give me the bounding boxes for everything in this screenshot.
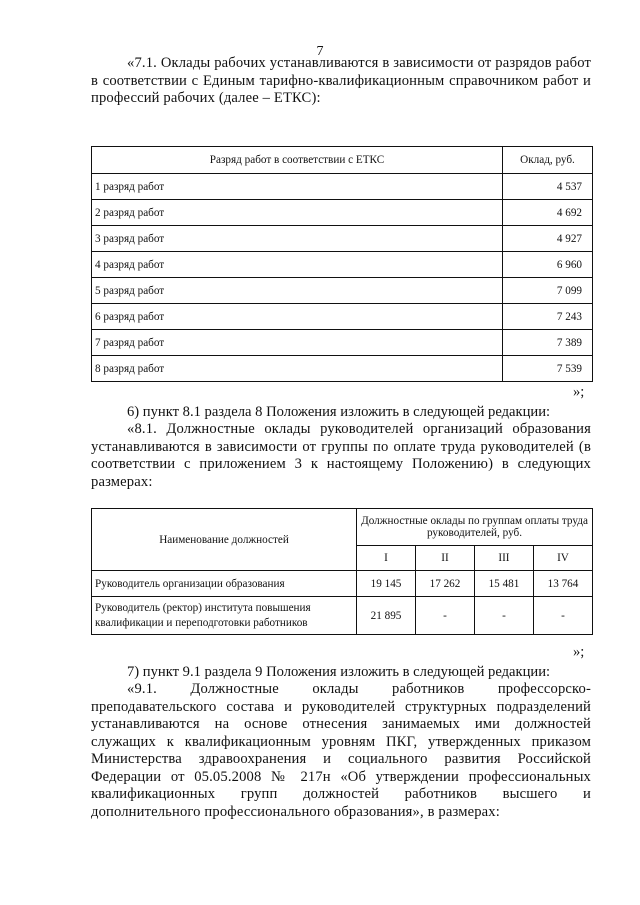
table-manager-salaries [91,508,593,635]
closing-quote-mark: »; [573,384,585,400]
column-header-position: Наименование должностей [92,509,357,571]
item-7-text: 7) пункт 9.1 раздела 9 Положения изложить в следующей редакции: [127,664,551,680]
group-header-cell: II [415,546,474,571]
table-header-row [92,147,593,174]
table-row [92,252,593,278]
closing-quote-mark: »; [573,644,585,660]
table-row [92,200,593,226]
position-cell-line: квалификации и переподготовки работников [95,616,308,629]
salary-cell: 7 389 [503,330,593,356]
table-row [92,330,593,356]
salary-cell: 21 895 [357,597,416,635]
salary-cell: 6 960 [503,252,593,278]
group-header-cell: I [357,546,416,571]
page-number: 7 [316,44,324,59]
column-header-salary: Оклад, руб. [503,147,593,174]
grade-cell: 8 разряд работ [92,356,503,382]
position-cell: Руководитель организации образования [92,571,357,597]
salary-cell: 4 927 [503,226,593,252]
salary-cell: 7 099 [503,278,593,304]
table-row [92,304,593,330]
salary-cell: 4 692 [503,200,593,226]
position-cell [92,597,357,635]
table-row [92,356,593,382]
salary-cell: 7 539 [503,356,593,382]
salary-cell: 4 537 [503,174,593,200]
salary-cell: 17 262 [415,571,474,597]
salary-cell: - [533,597,592,635]
table-row [92,174,593,200]
column-header-grade: Разряд работ в соответствии с ЕТКС [92,147,503,174]
table-row [92,226,593,252]
grade-cell: 6 разряд работ [92,304,503,330]
column-header-groups: Должностные оклады по группам оплаты труда руководителей, руб. [357,509,593,546]
salary-cell: 7 243 [503,304,593,330]
grade-cell: 5 разряд работ [92,278,503,304]
table-row [92,571,593,597]
table-row [92,278,593,304]
grade-cell: 2 разряд работ [92,200,503,226]
paragraph-8-1: «8.1. Должностные оклады руководителей организаций образования устанавливаются в зависимости от группы по оплате труда руководителей (в соответствии с приложением 3 к настоящему Положению) в следующих размерах: [91,421,591,490]
salary-cell: - [415,597,474,635]
table-header-row [92,509,593,546]
item-6-text: 6) пункт 8.1 раздела 8 Положения изложить в следующей редакции: [127,404,551,420]
salary-cell: - [474,597,533,635]
salary-cell: 15 481 [474,571,533,597]
grade-cell: 7 разряд работ [92,330,503,356]
grade-cell: 4 разряд работ [92,252,503,278]
paragraph-7-1: «7.1. Оклады рабочих устанавливаются в зависимости от разрядов работ в соответствии с Единым тарифно-квалификационным справочником работ и профессий рабочих (далее – ЕТКС): [91,55,591,106]
paragraph-9-1: «9.1. Должностные оклады работников профессорско-преподавательского состава и руководителей структурных подразделений устанавливаются на основе отнесения занимаемых ими должностей служащих к квалификационным уровням ПКГ, утвержденных приказом Министерства здравоохранения и социального развития Российской Федерации от 05.05.2008 № 217н «Об утверждении профессиональных квалификационных групп должностей работников высшего и дополнительного профессионального образования», в размерах: [91,681,591,820]
salary-cell: 13 764 [533,571,592,597]
group-header-cell: III [474,546,533,571]
grade-cell: 3 разряд работ [92,226,503,252]
group-header-cell: IV [533,546,592,571]
table-row [92,597,593,635]
position-cell-line: Руководитель (ректор) институтa повышения [95,601,311,614]
salary-cell: 19 145 [357,571,416,597]
grade-cell: 1 разряд работ [92,174,503,200]
table-etks-salaries [91,146,593,382]
